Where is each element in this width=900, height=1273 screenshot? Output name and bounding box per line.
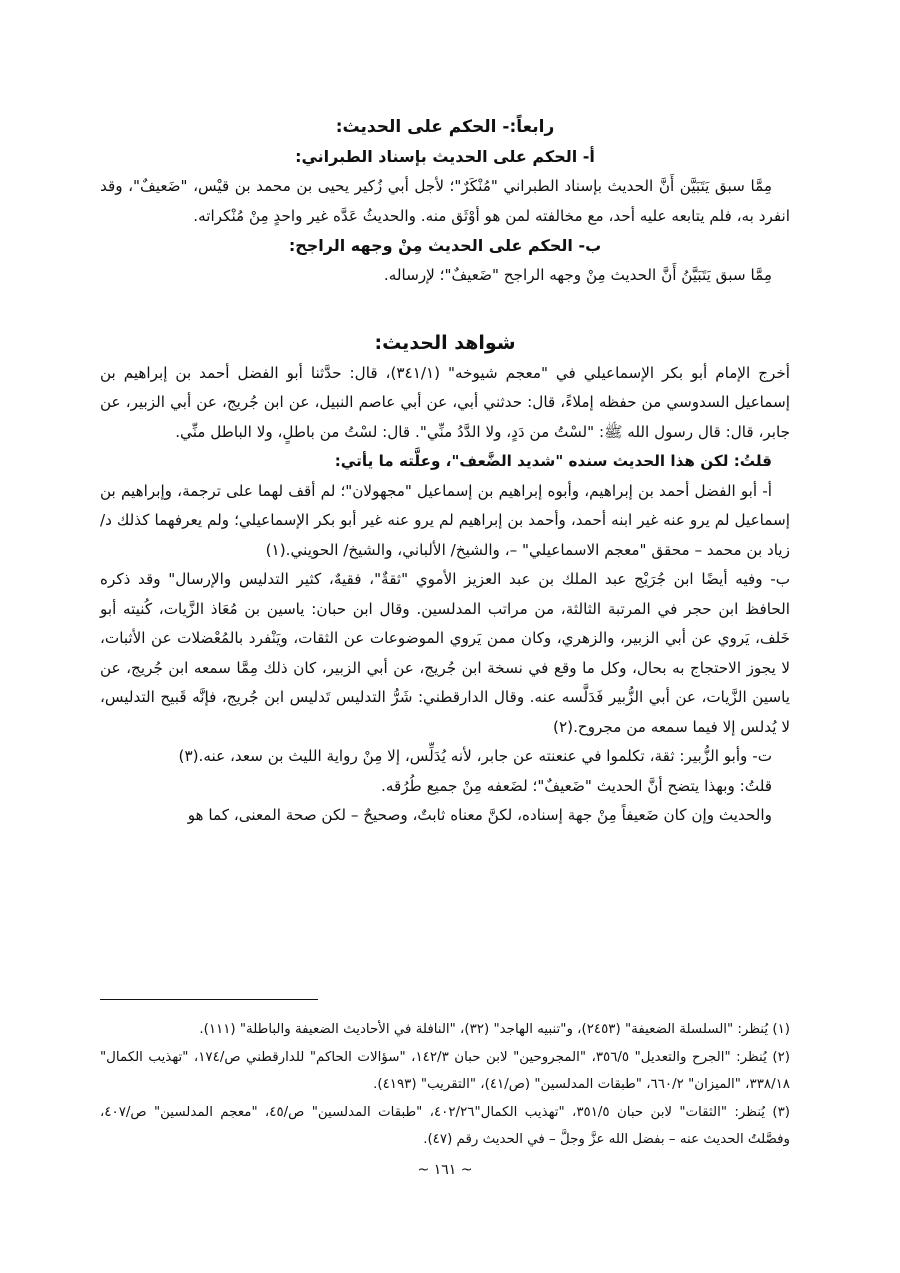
- shawahid-paragraph-2: قلتُ: لكن هذا الحديث سنده "شديد الضَّعف"، وعلَّته ما يأتي:: [334, 452, 772, 470]
- shawahid-paragraph-5: ت- وأبو الزُّبير: ثقة، تكلموا في عنعنته عن جابر، لأنه يُدَلِّس، إلا مِنْ رواية الليث بن سعد، عنه.(٣): [178, 747, 772, 765]
- section-title-ruling: رابعاً:- الحكم على الحديث:: [335, 117, 555, 137]
- footnote-separator: [100, 999, 318, 1000]
- footnotes: [100, 1016, 790, 1154]
- subsection-b-body: مِمَّا سبق يَتَبَيَّنُ أَنَّ الحديث مِنْ وجهه الراجح "ضَعيفٌ"؛ لإرساله.: [383, 266, 772, 284]
- shawahid-paragraph-7: والحديث وإن كان ضَعيفاً مِنْ جهة إسناده، لكنَّ معناه ثابتٌ، وصحيحٌ – لكن صحة المعنى، كما هو: [187, 806, 772, 824]
- section-title-shawahid: شواهد الحديث:: [374, 331, 516, 354]
- shawahid-paragraph-1: أخرج الإمام أبو بكر الإسماعيلي في "معجم شيوخه" (٣٤١/١)، قال: حدَّثنا أبو الفضل أحمد بن إبراهيم بن إسماعيل السدوسي من حفظه إملاءً، قال: حدثني أبي، عن أبي عاصم النبيل، عن ابن جُريج، عن أبي الزبير، عن جابر، قال: قال رسول الله ﷺ: "لسْتُ من دَدٍ، ولا الدَّدُ منِّي". قال: لسْتُ من باطلٍ، ولا الباطل منِّي.: [100, 363, 790, 441]
- subsection-b-title: ب- الحكم على الحديث مِنْ وجهه الراجح:: [288, 236, 602, 255]
- shawahid-paragraph-4: ب- وفيه أيضًا ابن جُرَيْج عبد الملك بن عبد العزيز الأموي "ثقةٌ"، فقيهٌ، كثير التدليس والإرسال" وقد ذكره الحافظ ابن حجر في المرتبة الثالثة، من مراتب المدلسين. وقال ابن حبان: ياسين بن مُعَاذ الزَّيات، كُنيته أبو خَلف، يَروي عن أبي الزبير، والزهري، وكان ممن يَروي الموضوعات عن الثقات، ويَنْفرد بالمُعْضلات عن الأثبات، لا يجوز الاحتجاج به بحال، وكل ما وقع في نسخة ابن جُريج، عن أبي الزبير، كان ذلك مِمَّا سمعه ابن جُريج، عن ياسين الزَّيات، عن أبي الزُّبير فَدَلَّسه عنه. وقال الدارقطني: شَرُّ التدليس تَدليس ابن جُريج، فإنَّه قَبيح التدليس، لا يُدلس إلا فيما سمعه من مجروح.(٢): [100, 570, 790, 736]
- shawahid-paragraph-3: أ- أبو الفضل أحمد بن إبراهيم، وأبوه إبراهيم بن إسماعيل "مجهولان"؛ لم أقف لهما على ترجمة، وإبراهيم بن إسماعيل لم يرو عنه غير ابنه أحمد، وأحمد بن إبراهيم لم يرو عنه غير أبو بكر الإسماعيلي؛ ولم يعرفهما كذلك د/زياد بن محمد – محقق "معجم الاسماعيلي" –، والشيخ/ الألباني، والشيخ/ الحويني.(١): [100, 481, 790, 559]
- page-body: [100, 112, 790, 1178]
- footnote-3: (٣) يُنظر: "الثقات" لابن حبان ٣٥١/٥، "تهذيب الكمال"٤٠٢/٢٦، "طبقات المدلسين" ص/٤٥، "معجم المدلسين" ص/٤٠٧، وفصَّلتُ الحديث عنه – بفضل الله عزَّ وجلَّ – في الحديث رقم (٤٧).: [100, 1104, 790, 1147]
- footnote-1: (١) يُنظر: "السلسلة الضعيفة" (٢٤٥٣)، و"تنبيه الهاجد" (٣٢)، "النافلة في الأحاديث الضعيفة والباطلة" (١١١).: [199, 1022, 790, 1037]
- subsection-a-title: أ- الحكم على الحديث بإسناد الطبراني:: [295, 147, 595, 166]
- subsection-a-body: مِمَّا سبق يَتَبَيَّن أَنَّ الحديث بإسناد الطبراني "مُنْكَرٌ"؛ لأجل أبي زُكير يحيى بن محمد بن قيْس، "ضَعيفٌ"، وقد انفرد به، فلم يتابعه عليه أحد، مع مخالفته لمن هو أوْثَق منه. والحديثُ عَدَّه غير واحدٍ مِنْ مُنْكراته.: [100, 177, 790, 225]
- page-number: ~ ١٦١ ~: [417, 1162, 473, 1178]
- shawahid-paragraph-6: قلتُ: وبهذا يتضح أنَّ الحديث "ضَعيفٌ"؛ لضَعفه مِنْ جميع طُرُقه.: [381, 776, 772, 795]
- footnote-2: (٢) يُنظر: "الجرح والتعديل" ٣٥٦/٥، "المجروحين" لابن حبان ١٤٢/٣، "سؤالات الحاكم" للدارقطني ص/١٧٤، "تهذيب الكمال" ٣٣٨/١٨، "الميزان" ٦٦٠/٢، "طبقات المدلسين" (ص/٤١)، "التقريب" (٤١٩٣).: [100, 1049, 790, 1092]
